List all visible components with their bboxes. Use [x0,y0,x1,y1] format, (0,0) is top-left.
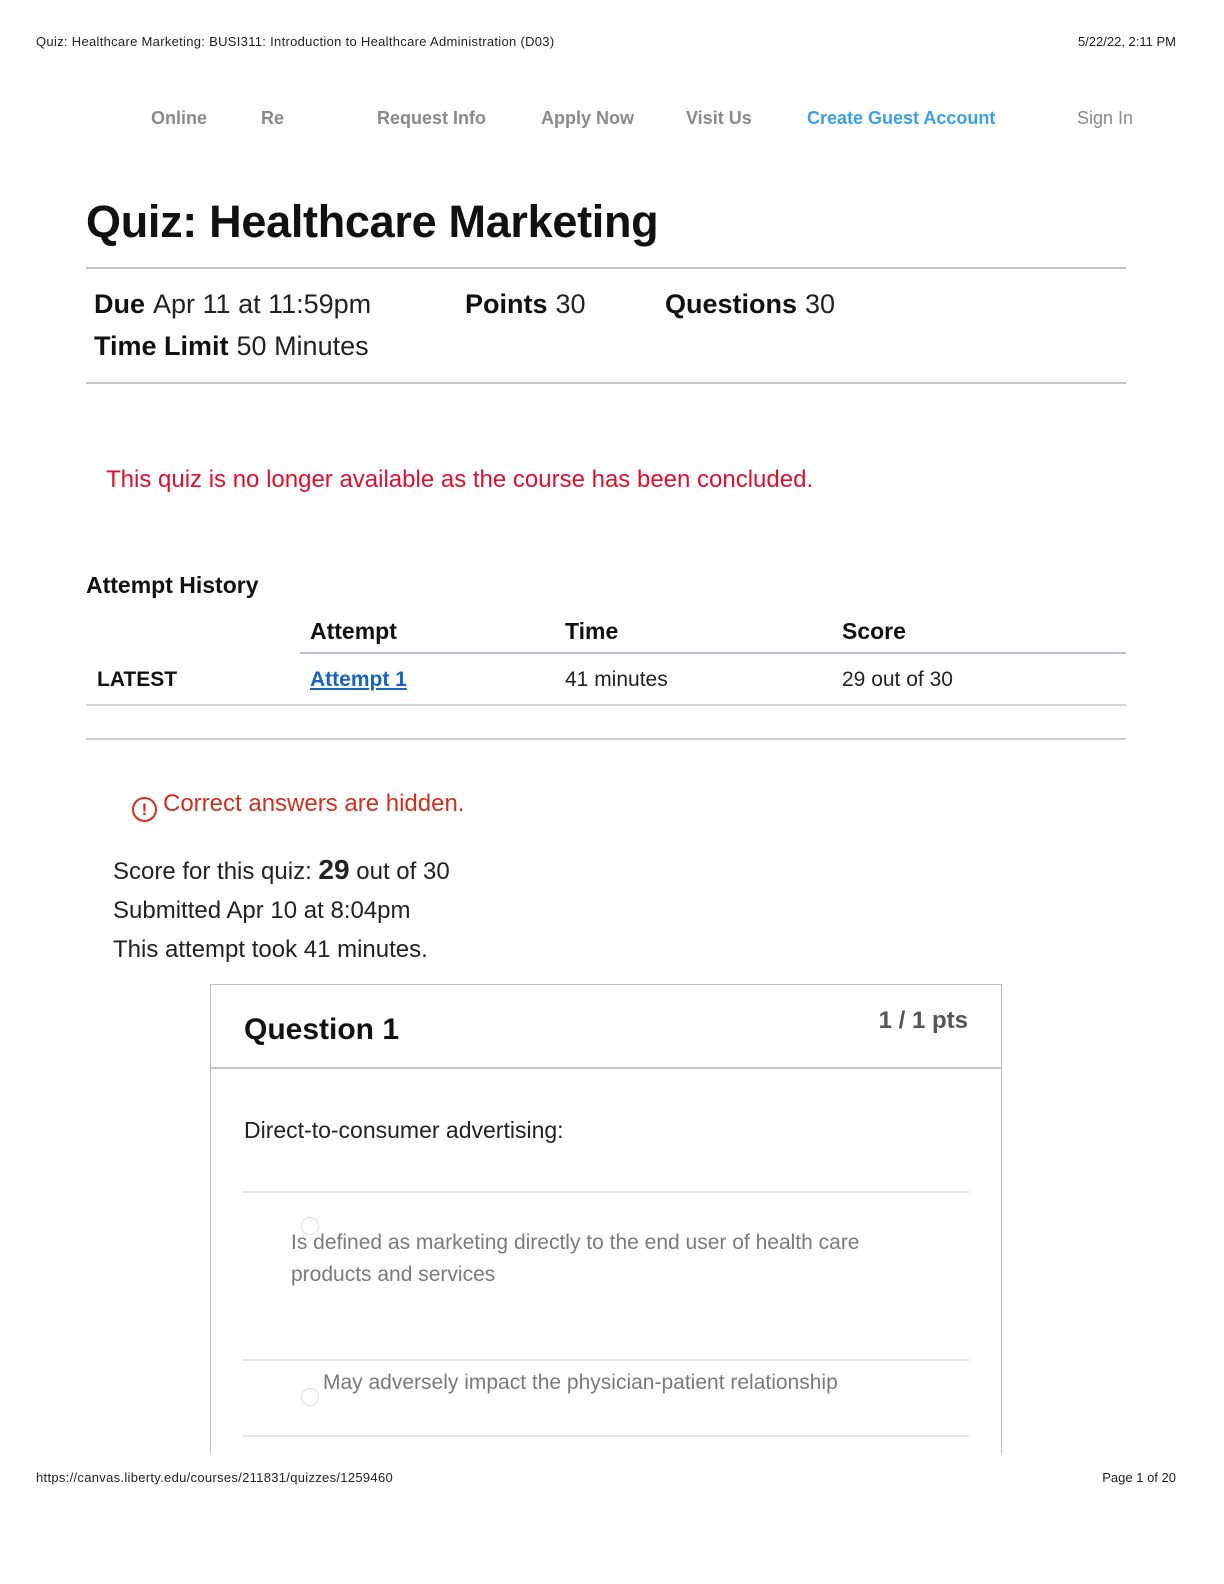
question-card [210,984,1002,1454]
due-value: Apr 11 at 11:59pm [153,289,372,319]
duration-line: This attempt took 41 minutes. [113,936,428,963]
nav-online-link[interactable]: Online [151,108,208,128]
answer-divider [243,1359,969,1361]
answer-divider [243,1435,969,1437]
attempt-score: 29 out of 30 [842,668,953,691]
quiz-questions [665,289,835,320]
print-header-title: Quiz: Healthcare Marketing: BUSI311: Introduction to Healthcare Administration (D03) [36,34,555,49]
answer-option-2[interactable]: May adversely impact the physician-patient relationship [323,1371,838,1394]
points-label: Points [465,289,548,319]
print-header [36,34,1176,54]
question-header [211,985,1001,1069]
submitted-line: Submitted Apr 10 at 8:04pm [113,897,411,924]
questions-label: Questions [665,289,798,319]
time-limit-label: Time Limit [94,331,229,361]
column-header-time: Time [565,618,619,644]
table-header-row [86,612,1126,654]
question-title: Question 1 [244,1013,400,1046]
page-title: Quiz: Healthcare Marketing [86,196,659,247]
nav-re-link[interactable]: Re [261,108,285,128]
alert-circle-icon: ! [132,797,157,822]
attempt-history-heading: Attempt History [86,572,259,598]
correct-answers-hidden-notice [132,790,464,822]
answer-divider [243,1191,969,1193]
print-footer-url: https://canvas.liberty.edu/courses/211831/quizzes/1259460 [36,1470,394,1485]
question-body [211,1071,1001,1454]
points-value: 30 [555,289,586,319]
top-navigation [0,108,1224,134]
nav-sign-in-link[interactable]: Sign In [1077,108,1134,128]
quiz-due [94,289,371,320]
nav-create-guest-account-link[interactable]: Create Guest Account [807,108,996,128]
answer-option-1[interactable]: Is defined as marketing directly to the end user of health care products and services [291,1231,860,1286]
meta-divider [86,382,1126,384]
score-prefix: Score for this quiz: [113,858,312,885]
attempt-1-link[interactable]: Attempt 1 [310,668,407,691]
score-value: 29 [318,854,350,885]
question-prompt: Direct-to-consumer advertising: [244,1117,564,1143]
print-header-datetime: 5/22/22, 2:11 PM [1077,34,1176,49]
print-footer [36,1470,1176,1490]
quiz-unavailable-notice: This quiz is no longer available as the course has been concluded. [106,466,814,493]
attempt-history-table [86,612,1126,706]
print-footer-page-number: Page 1 of 20 [1102,1470,1176,1485]
title-divider [86,267,1126,269]
attempt-status-latest: LATEST [97,668,178,691]
column-header-attempt: Attempt [310,618,397,644]
hidden-notice-text: Correct answers are hidden. [163,790,465,817]
table-row [86,654,1126,706]
nav-apply-now-link[interactable]: Apply Now [541,108,634,128]
attempt-time: 41 minutes [565,668,668,691]
time-limit-value: 50 Minutes [236,331,369,361]
nav-request-info-link[interactable]: Request Info [377,108,487,128]
question-points: 1 / 1 pts [878,1007,968,1034]
attempt-history-divider [86,738,1126,740]
quiz-points [465,289,586,320]
questions-value: 30 [805,289,836,319]
answer-radio-2[interactable] [301,1388,319,1406]
score-suffix: out of 30 [356,858,450,885]
quiz-time-limit [94,331,369,362]
column-header-score: Score [842,618,906,644]
score-line [113,850,450,891]
score-summary [113,850,450,969]
nav-visit-us-link[interactable]: Visit Us [686,108,752,128]
due-label: Due [94,289,146,319]
